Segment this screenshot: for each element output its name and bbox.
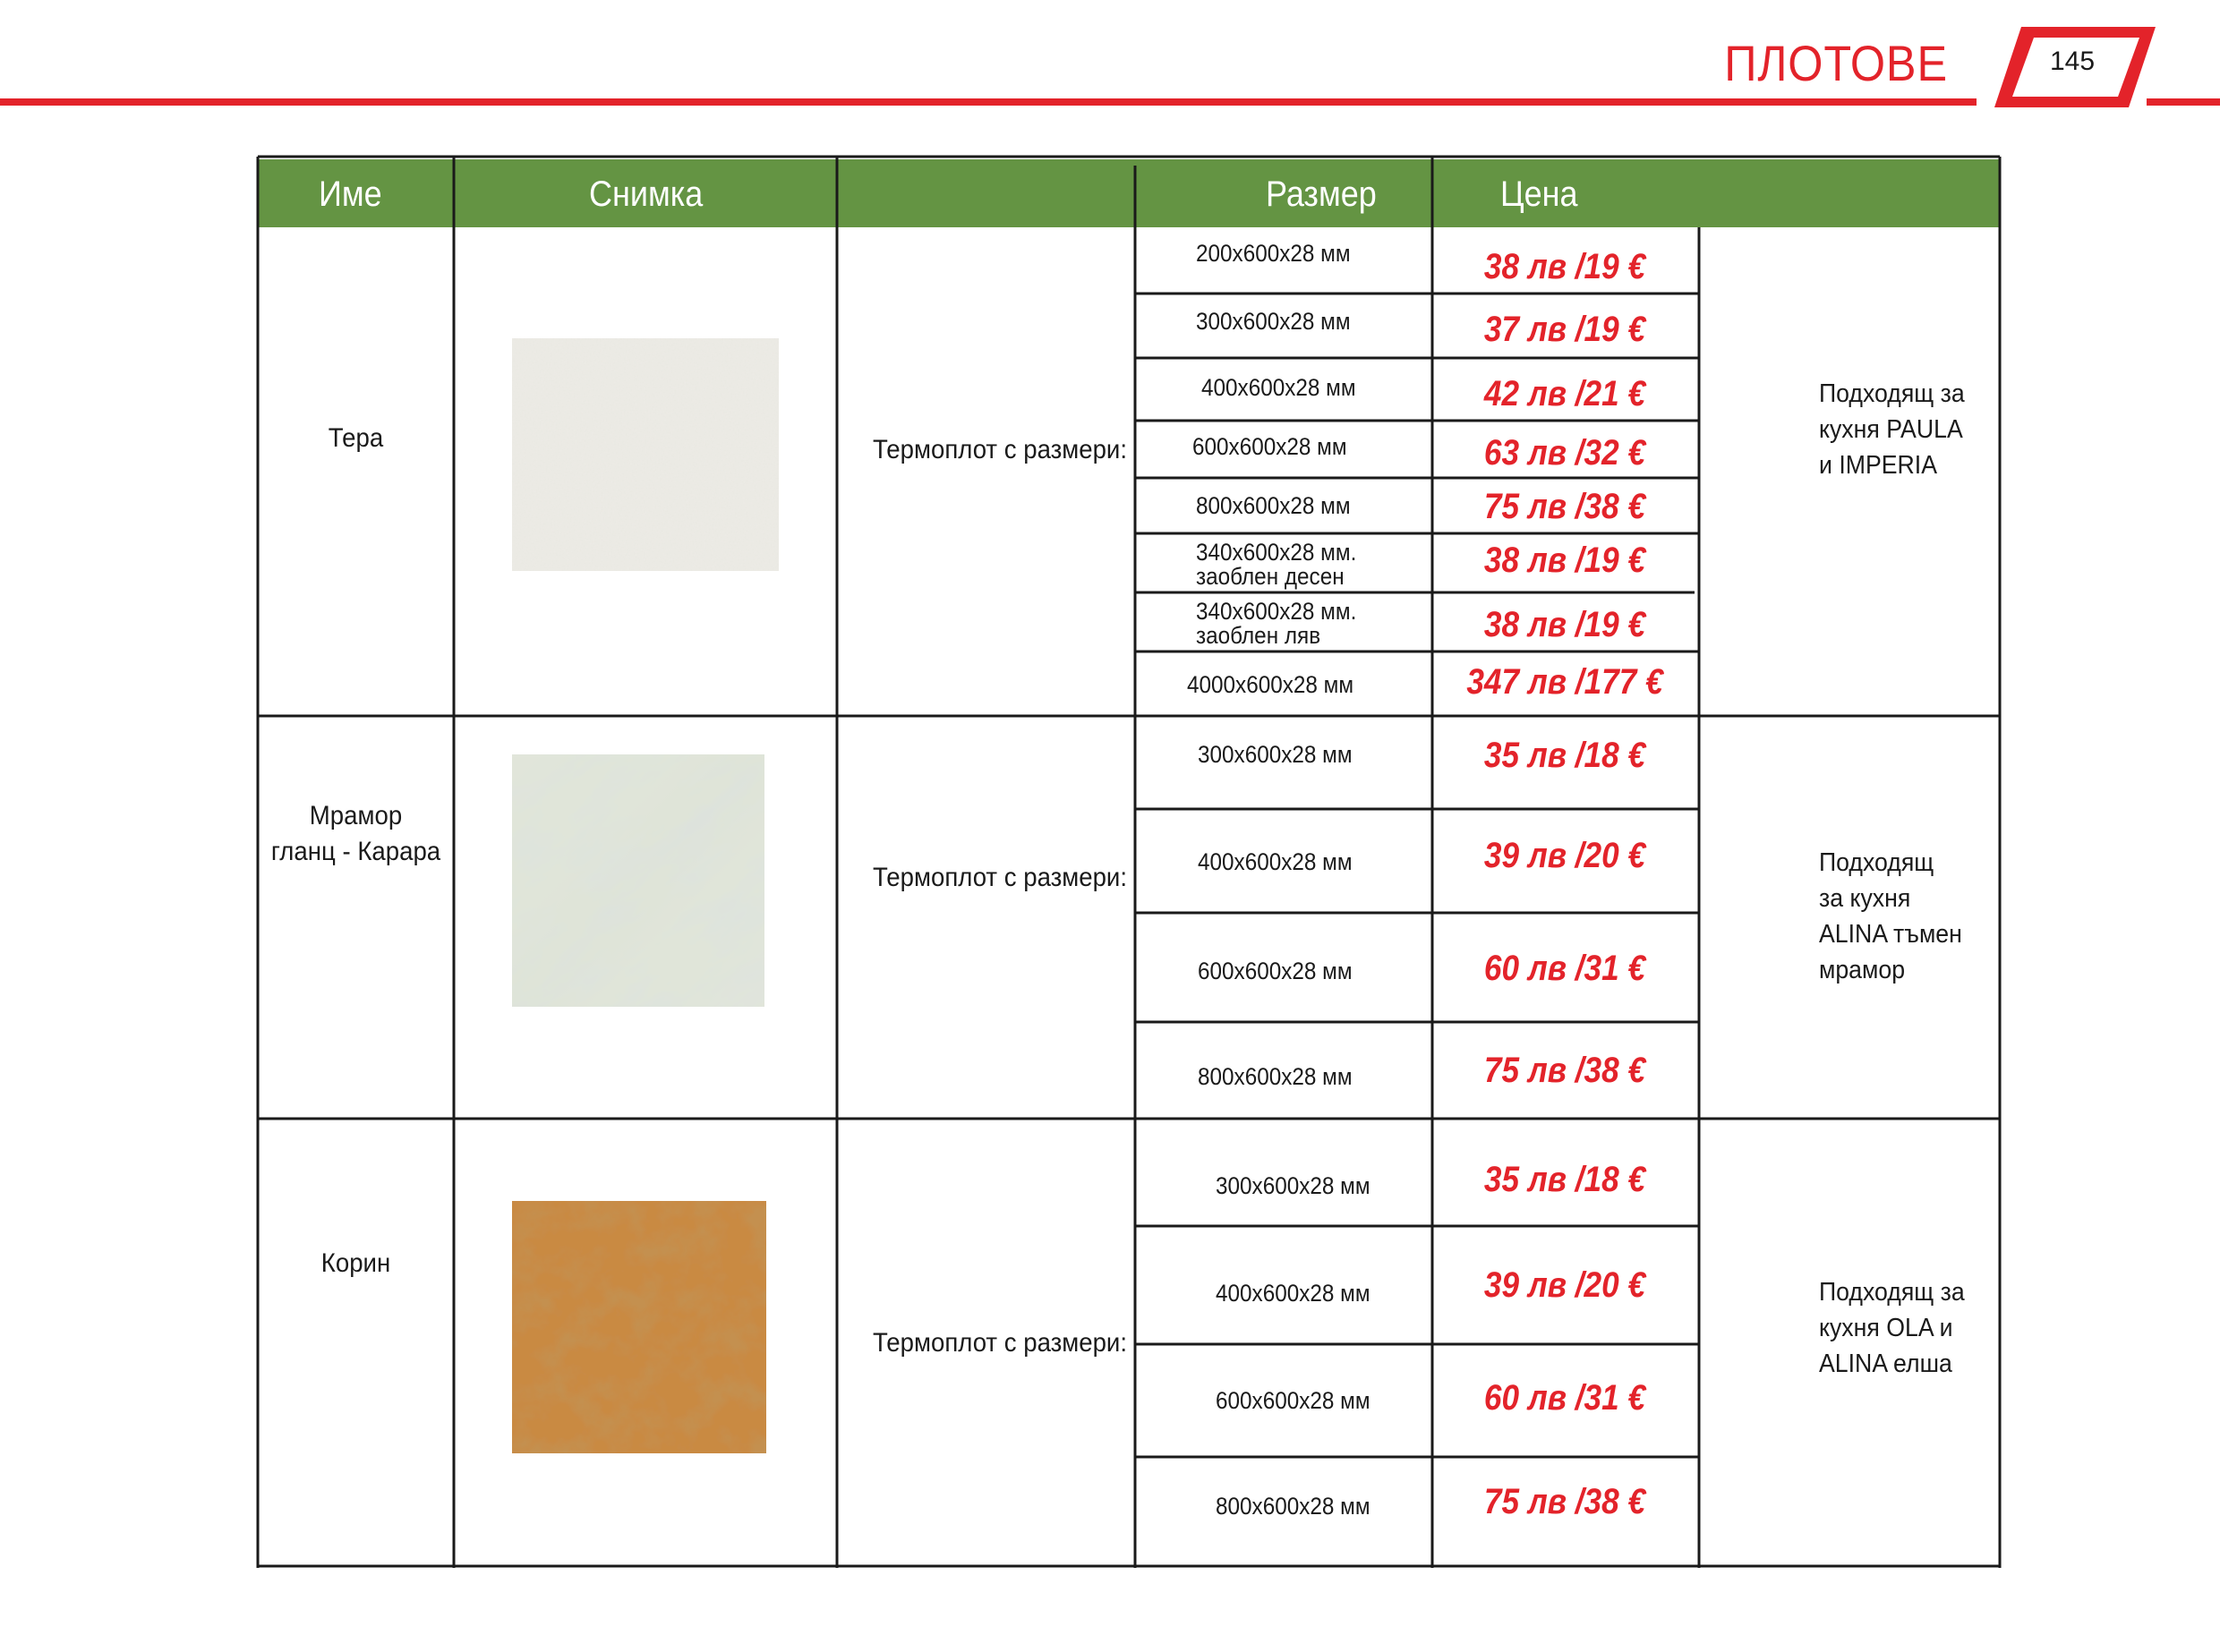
size-cell — [1196, 310, 1351, 334]
material-label-korin: Термоплот с размери: — [873, 1328, 1128, 1358]
price-cell: 39 лв /20 € — [1483, 1265, 1646, 1305]
compatibility-note-line: Подходящ за — [1819, 1278, 1965, 1307]
table-header-band — [258, 159, 2000, 227]
size-line: 4000x600x28 мм — [1187, 671, 1354, 698]
product-name-line: Тера — [328, 423, 384, 453]
size-line: 600x600x28 мм — [1198, 958, 1353, 984]
price-cell: 38 лв /19 € — [1483, 605, 1646, 644]
size-cell — [1198, 1065, 1353, 1089]
compatibility-note-line: мрамор — [1819, 956, 1906, 984]
price-cell: 63 лв /32 € — [1483, 433, 1646, 473]
column-header-size: Размер — [1266, 175, 1377, 214]
compatibility-note-line: Подходящ за — [1819, 379, 1965, 408]
swatch-marble — [512, 754, 764, 1007]
size-line: 300x600x28 мм — [1198, 741, 1353, 768]
compatibility-note-line: и IMPERIA — [1819, 451, 1938, 480]
size-line: 400x600x28 мм — [1216, 1280, 1370, 1307]
size-line: 800x600x28 мм — [1216, 1493, 1370, 1520]
column-header-photo: Снимка — [589, 175, 704, 214]
price-cell: 35 лв /18 € — [1483, 1160, 1646, 1199]
material-label-tera: Термоплот с размери: — [873, 435, 1128, 464]
size-line: 340x600x28 мм. — [1196, 539, 1357, 566]
compatibility-note-line: кухня PAULA — [1819, 415, 1963, 444]
size-line: 300x600x28 мм — [1216, 1172, 1370, 1199]
column-header-price: Цена — [1500, 175, 1578, 214]
size-cell — [1216, 1282, 1370, 1306]
compatibility-note-line: ALINA елша — [1819, 1350, 1952, 1378]
price-cell: 60 лв /31 € — [1483, 1378, 1646, 1418]
column-header-name: Име — [319, 175, 382, 214]
compatibility-note-line: кухня OLA и — [1819, 1314, 1953, 1342]
size-cell — [1192, 435, 1347, 459]
product-name-line: гланц - Карара — [270, 837, 441, 866]
compatibility-note-line: ALINA тъмен — [1819, 920, 1962, 949]
size-line: 800x600x28 мм — [1196, 492, 1351, 519]
size-cell — [1198, 743, 1353, 767]
price-cell: 39 лв /20 € — [1483, 836, 1646, 875]
size-line: 600x600x28 мм — [1192, 433, 1347, 460]
price-cell: 347 лв /177 € — [1466, 662, 1663, 702]
compatibility-note-line: Подходящ — [1819, 848, 1934, 877]
price-cell: 60 лв /31 € — [1483, 949, 1646, 988]
size-cell — [1201, 376, 1356, 400]
swatch-korin — [512, 1201, 766, 1453]
price-cell: 38 лв /19 € — [1483, 541, 1646, 580]
size-line: 400x600x28 мм — [1198, 848, 1353, 875]
price-cell: 75 лв /38 € — [1483, 1051, 1646, 1090]
size-cell — [1187, 673, 1353, 697]
size-cell — [1196, 242, 1351, 266]
size-line: 400x600x28 мм — [1201, 374, 1356, 401]
swatch-tera — [512, 338, 779, 571]
compatibility-note-marble — [1819, 845, 1962, 988]
size-cell — [1198, 959, 1353, 984]
compatibility-note-tera — [1819, 376, 1965, 483]
size-cell — [1216, 1389, 1370, 1413]
product-name-tera — [266, 421, 446, 456]
size-line: 600x600x28 мм — [1216, 1387, 1370, 1414]
price-cell: 38 лв /19 € — [1483, 247, 1646, 286]
size-cell — [1196, 541, 1356, 589]
price-cell: 35 лв /18 € — [1483, 736, 1646, 775]
size-line: 340x600x28 мм. — [1196, 598, 1357, 625]
compatibility-note-line: за кухня — [1819, 884, 1911, 913]
size-line: заоблен ляв — [1196, 622, 1321, 649]
price-cell: 37 лв /19 € — [1483, 310, 1646, 349]
size-line: 300x600x28 мм — [1196, 308, 1351, 335]
price-cell: 75 лв /38 € — [1483, 487, 1646, 526]
size-line: 200x600x28 мм — [1196, 240, 1351, 267]
size-cell — [1196, 494, 1351, 518]
page-number: 145 — [2049, 47, 2096, 76]
material-label-marble: Термоплот с размери: — [873, 863, 1128, 892]
price-cell: 75 лв /38 € — [1483, 1482, 1646, 1521]
price-cell: 42 лв /21 € — [1483, 374, 1646, 413]
product-name-line: Корин — [320, 1248, 391, 1278]
size-line: заоблен десен — [1196, 563, 1345, 590]
page-title: ПЛОТОВЕ — [1724, 35, 1948, 91]
product-name-line: Мрамор — [309, 801, 403, 830]
compatibility-note-korin — [1819, 1274, 1965, 1382]
size-cell — [1196, 600, 1356, 648]
size-cell — [1216, 1494, 1370, 1519]
product-name-marble — [266, 798, 446, 870]
size-cell — [1198, 850, 1353, 874]
size-line: 800x600x28 мм — [1198, 1063, 1353, 1090]
size-cell — [1216, 1174, 1370, 1198]
product-name-korin — [266, 1246, 446, 1282]
